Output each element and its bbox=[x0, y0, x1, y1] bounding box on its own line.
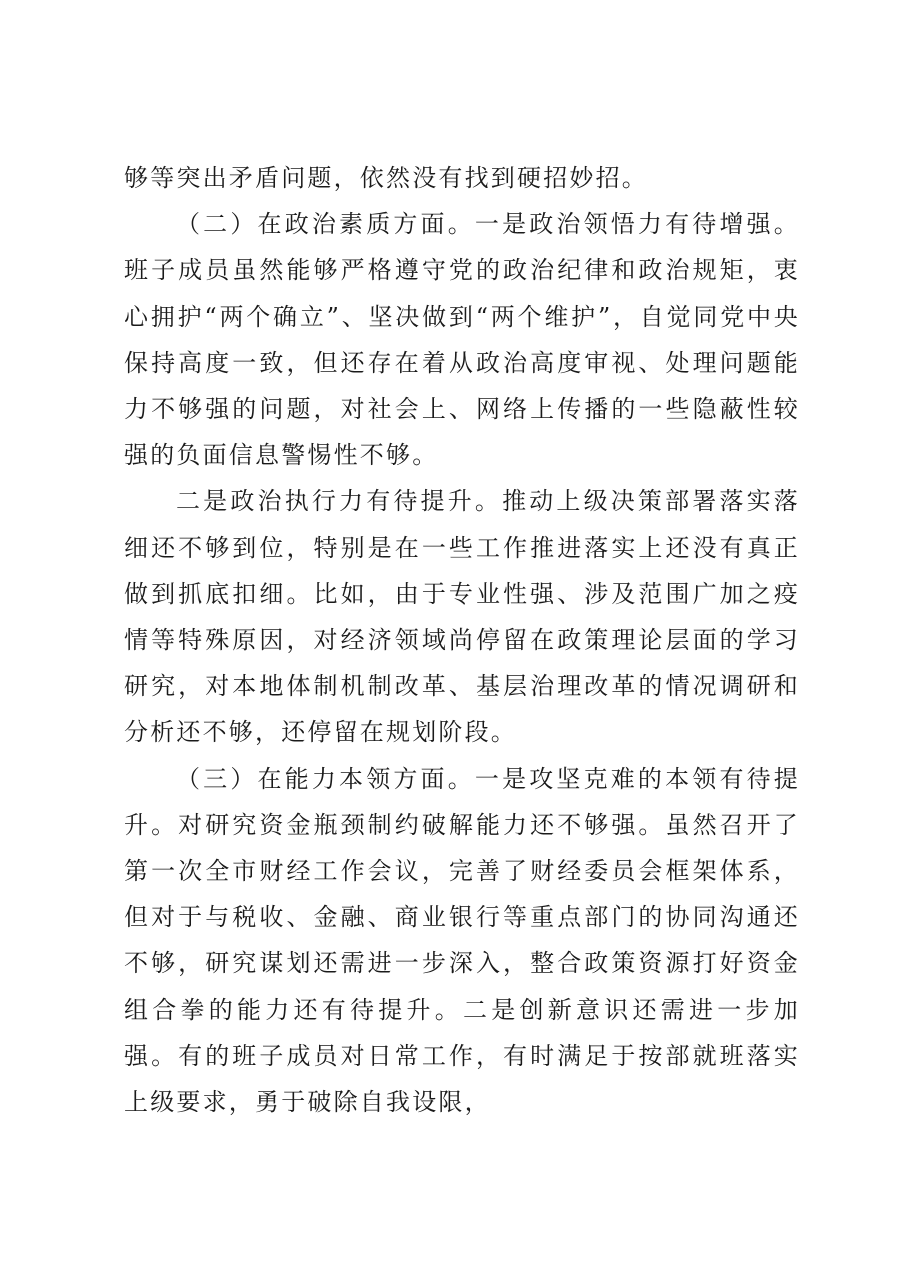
document-body bbox=[124, 155, 800, 1125]
paragraph-political-quality: （二）在政治素质方面。一是政治领悟力有待增强。班子成员虽然能够严格遵守党的政治纪律和政治规矩，衷心拥护“两个确立”、坚决做到“两个维护”，自觉同党中央保持高度一致，但还存在着从政治高度审视、处理问题能力不够强的问题，对社会上、网络上传播的一些隐蔽性较强的负面信息警惕性不够。 bbox=[124, 210, 800, 470]
paragraph-political-execution: 二是政治执行力有待提升。推动上级决策部署落实落细还不够到位，特别是在一些工作推进落实上还没有真正做到抓底扣细。比如，由于专业性强、涉及范围广加之疫情等特殊原因，对经济领域尚停留在政策理论层面的学习研究，对本地体制机制改革、基层治理改革的情况调研和分析还不够，还停留在规划阶段。 bbox=[124, 487, 800, 747]
paragraph-ability: （三）在能力本领方面。一是攻坚克难的本领有待提升。对研究资金瓶颈制约破解能力还不够强。虽然召开了第一次全市财经工作会议，完善了财经委员会框架体系，但对于与税收、金融、商业银行等重点部门的协同沟通还不够，研究谋划还需进一步深入，整合政策资源打好资金组合拳的能力还有待提升。二是创新意识还需进一步加强。有的班子成员对日常工作，有时满足于按部就班落实上级要求，勇于破除自我设限， bbox=[124, 764, 800, 1117]
paragraph-continuation: 够等突出矛盾问题，依然没有找到硬招妙招。 bbox=[124, 164, 648, 192]
